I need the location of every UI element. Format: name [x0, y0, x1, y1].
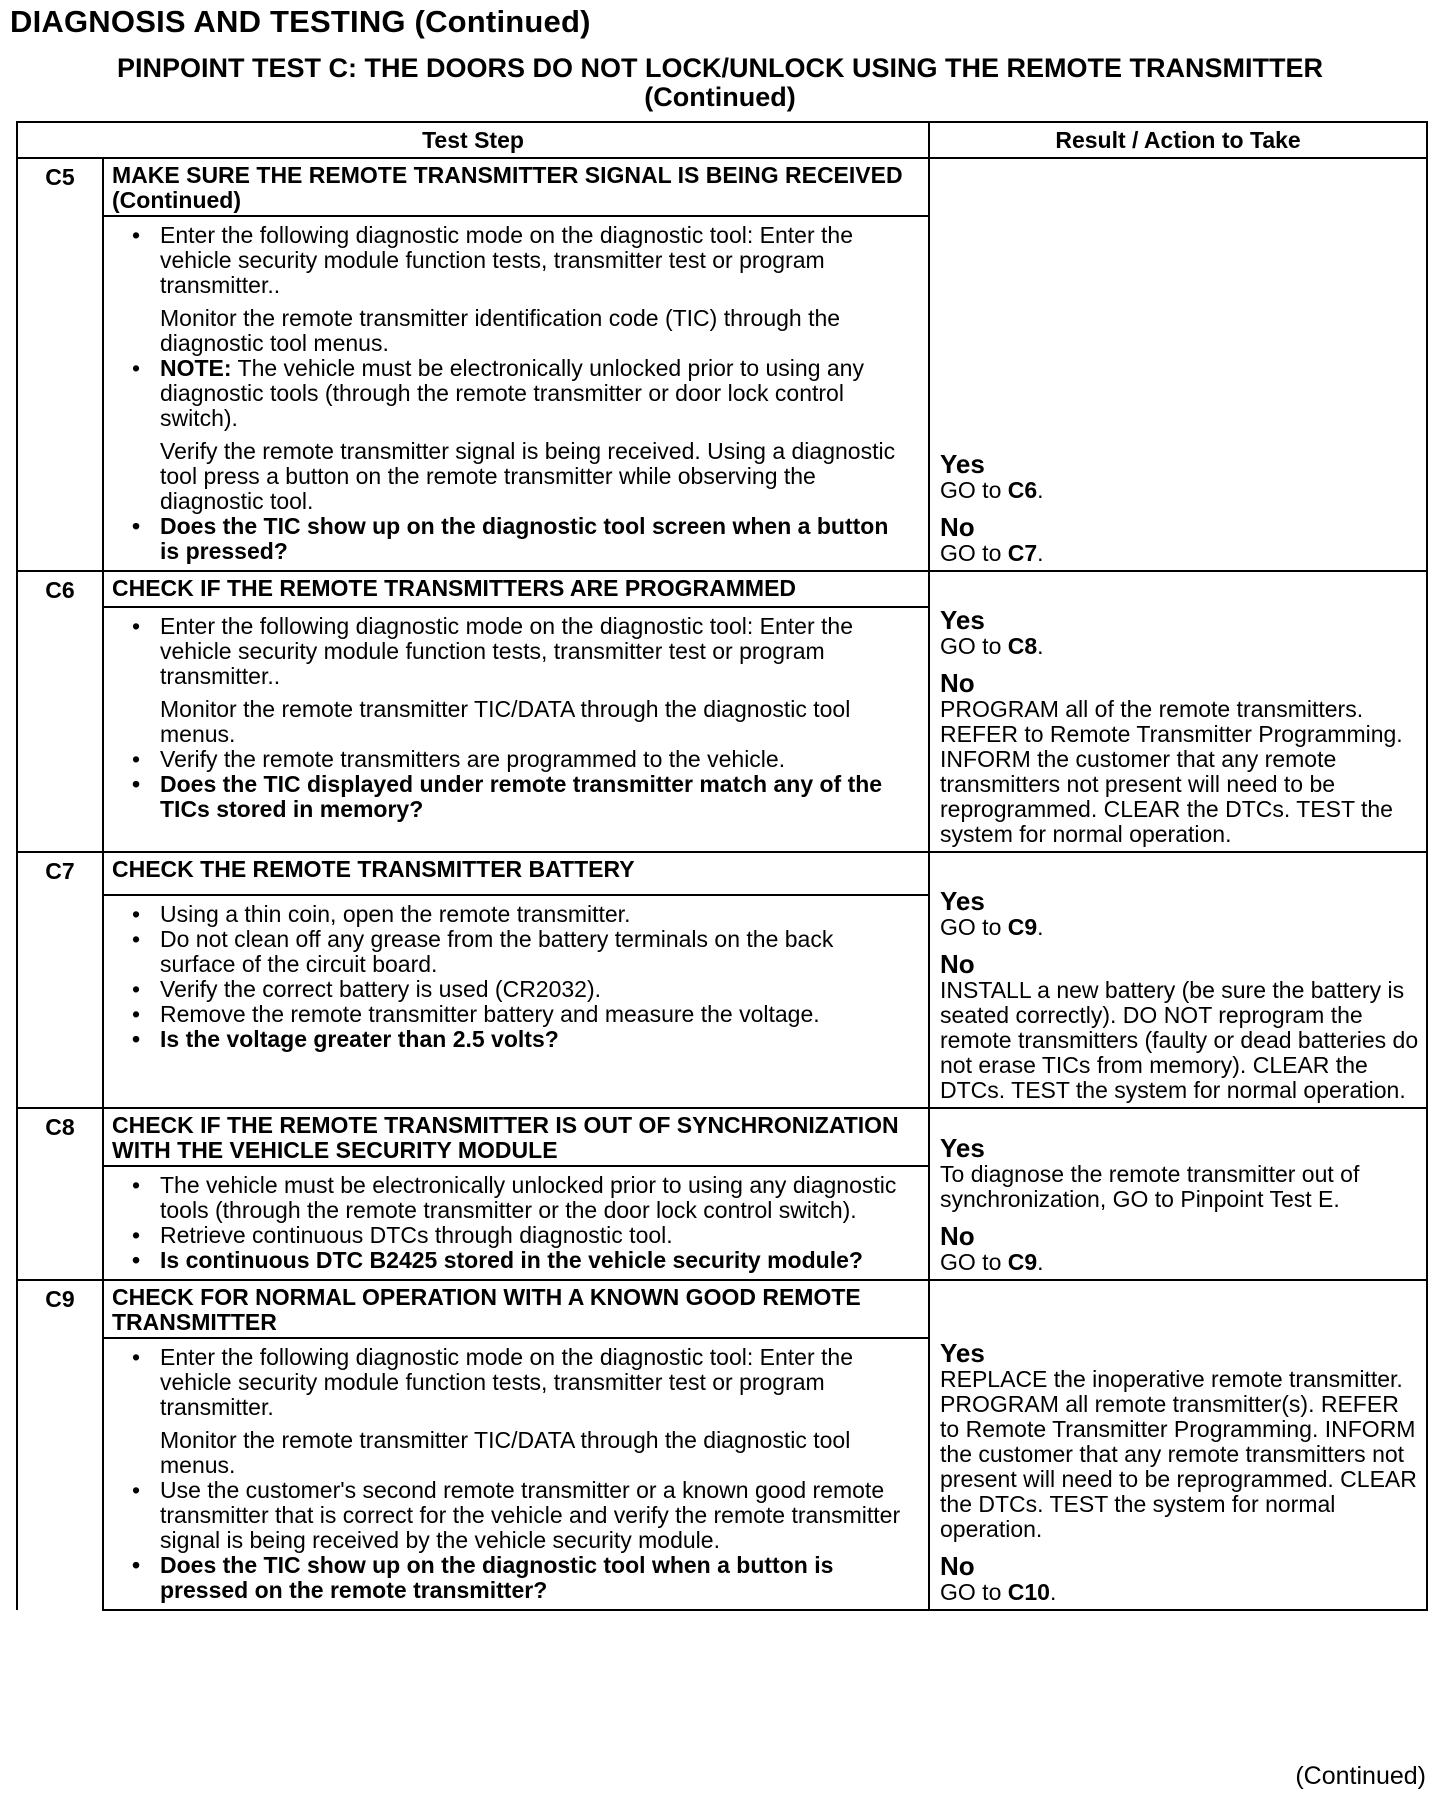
yes-label: Yes: [940, 605, 985, 635]
goto-ref: C9: [1007, 1249, 1038, 1275]
step-result: [929, 852, 1427, 1108]
step-heading: CHECK THE REMOTE TRANSMITTER BATTERY: [103, 852, 929, 895]
list-item: Monitor the remote transmitter identification code (TIC) through the diagnostic tool menus.: [160, 305, 841, 356]
step-id-spacer: [17, 1338, 103, 1610]
goto-ref: C8: [1007, 633, 1038, 659]
step-id: C9: [17, 1280, 103, 1338]
list-item: • Enter the following diagnostic mode on the diagnostic tool: Enter the vehicle security module function tests, transmitter test or program transmitter.: [124, 1345, 904, 1420]
no-action: GO to C7.: [940, 540, 1044, 566]
list-item-question: • Is continuous DTC B2425 stored in the vehicle security module?: [124, 1248, 904, 1273]
step-heading: CHECK IF THE REMOTE TRANSMITTERS ARE PROGRAMMED: [103, 571, 929, 607]
no-action: GO to C9.: [940, 1249, 1044, 1275]
list-item: Monitor the remote transmitter TIC/DATA through the diagnostic tool menus.: [160, 696, 851, 748]
list-item-question: • Does the TIC show up on the diagnostic tool when a button is pressed on the remote transmitter?: [124, 1553, 904, 1603]
list-item: Verify the remote transmitter signal is being received. Using a diagnostic tool press a button on the remote transmitter while observing the diagnostic tool.: [160, 438, 896, 514]
no-label: No: [940, 949, 975, 979]
col-header-result: Result / Action to Take: [929, 122, 1427, 158]
list-item: • Enter the following diagnostic mode on the diagnostic tool: Enter the vehicle security module function tests, transmitter test or program transmitter..: [124, 614, 904, 689]
list-item: • The vehicle must be electronically unlocked prior to using any diagnostic tools (through the remote transmitter or the door lock control switch).: [124, 1173, 904, 1223]
no-action: PROGRAM all of the remote transmitters. REFER to Remote Transmitter Programming. INFORM the customer that any remote transmitters not present will need to be reprogrammed. CLEAR the DTCs. TEST the system for normal operation.: [940, 696, 1403, 847]
no-action: INSTALL a new battery (be sure the battery is seated correctly). DO NOT reprogram the remote transmitters (faulty or dead batteries do not erase TICs from memory). CLEAR the DTCs. TEST the system for normal operation.: [940, 977, 1419, 1103]
step-result: [929, 1108, 1427, 1280]
step-id: C8: [17, 1108, 103, 1166]
yes-action: GO to C8.: [940, 633, 1044, 659]
step-heading: CHECK IF THE REMOTE TRANSMITTER IS OUT OF SYNCHRONIZATION WITH THE VEHICLE SECURITY MODULE: [103, 1108, 929, 1166]
goto-ref: C6: [1007, 477, 1038, 503]
yes-label: Yes: [940, 1133, 985, 1163]
pinpoint-test-title: [0, 54, 1440, 112]
goto-ref: C9: [1007, 914, 1038, 940]
list-item: • Use the customer's second remote transmitter or a known good remote transmitter that is correct for the vehicle and verify the remote transmitter signal is being received by the vehicle security module.: [124, 1478, 904, 1553]
list-item: • Remove the remote transmitter battery and measure the voltage.: [124, 1002, 904, 1027]
note-label: NOTE:: [160, 355, 232, 381]
pinpoint-test-table: [16, 121, 1428, 1611]
table-header-row: [17, 122, 1427, 158]
step-result: [929, 1280, 1427, 1610]
list-item: • Verify the correct battery is used (CR2032).: [124, 977, 904, 1002]
step-c5-heading-row: [17, 158, 1427, 216]
step-instructions: [103, 1166, 929, 1280]
no-action: GO to C10.: [940, 1579, 1057, 1605]
yes-action: GO to C6.: [940, 477, 1044, 503]
step-id-spacer: [17, 895, 103, 1108]
no-label: No: [940, 1551, 975, 1581]
yes-label: Yes: [940, 886, 985, 916]
list-item: • Verify the remote transmitters are programmed to the vehicle.: [124, 747, 904, 772]
col-header-test-step: Test Step: [17, 122, 929, 158]
goto-ref: C10: [1007, 1579, 1050, 1605]
step-c8-heading-row: [17, 1108, 1427, 1166]
yes-action: REPLACE the inoperative remote transmitter. PROGRAM all remote transmitter(s). REFER to Remote Transmitter Programming. INFORM the customer that any remote transmitters not present will need to be reprogrammed. CLEAR the DTCs. TEST the system for normal operation.: [940, 1366, 1417, 1542]
list-item: Monitor the remote transmitter TIC/DATA through the diagnostic tool menus.: [160, 1427, 851, 1478]
yes-action: GO to C9.: [940, 914, 1044, 940]
subtitle-line-1: PINPOINT TEST C: THE DOORS DO NOT LOCK/UNLOCK USING THE REMOTE TRANSMITTER: [117, 53, 1323, 83]
subtitle-line-2: (Continued): [644, 82, 796, 112]
list-item-question: • Does the TIC show up on the diagnostic tool screen when a button is pressed?: [124, 514, 904, 564]
step-id: C7: [17, 852, 103, 895]
list-item-question: • Is the voltage greater than 2.5 volts?: [124, 1027, 904, 1052]
list-item: • Do not clean off any grease from the battery terminals on the back surface of the circuit board.: [124, 927, 904, 977]
no-label: No: [940, 668, 975, 698]
yes-label: Yes: [940, 1338, 985, 1368]
step-instructions: [103, 607, 929, 852]
no-label: No: [940, 1221, 975, 1251]
yes-action: To diagnose the remote transmitter out of synchronization, GO to Pinpoint Test E.: [940, 1161, 1360, 1212]
step-heading: MAKE SURE THE REMOTE TRANSMITTER SIGNAL IS BEING RECEIVED (Continued): [103, 158, 929, 216]
page-title: DIAGNOSIS AND TESTING (Continued): [10, 4, 591, 39]
list-item: • Using a thin coin, open the remote transmitter.: [124, 902, 904, 927]
step-heading: CHECK FOR NORMAL OPERATION WITH A KNOWN GOOD REMOTE TRANSMITTER: [103, 1280, 929, 1338]
step-id: C6: [17, 571, 103, 607]
step-instructions: [103, 1338, 929, 1610]
goto-ref: C7: [1007, 540, 1038, 566]
step-id-spacer: [17, 607, 103, 852]
step-id: C5: [17, 158, 103, 216]
step-c9-heading-row: [17, 1280, 1427, 1338]
step-instructions: [103, 216, 929, 571]
step-c6-heading-row: [17, 571, 1427, 607]
list-item-question: • Does the TIC displayed under remote transmitter match any of the TICs stored in memory?: [124, 772, 904, 822]
step-id-spacer: [17, 216, 103, 571]
list-item: • Retrieve continuous DTCs through diagnostic tool.: [124, 1223, 904, 1248]
step-result: [929, 571, 1427, 852]
no-label: No: [940, 512, 975, 542]
step-result: [929, 158, 1427, 571]
continued-footer: (Continued): [1295, 1762, 1426, 1790]
list-item: • Enter the following diagnostic mode on the diagnostic tool: Enter the vehicle security module function tests, transmitter test or program transmitter..: [124, 223, 904, 298]
step-id-spacer: [17, 1166, 103, 1280]
yes-label: Yes: [940, 449, 985, 479]
step-c7-heading-row: [17, 852, 1427, 895]
list-item: • NOTE: The vehicle must be electronically unlocked prior to using any diagnostic tools (through the remote transmitter or door lock control switch).: [124, 356, 904, 431]
step-instructions: [103, 895, 929, 1108]
